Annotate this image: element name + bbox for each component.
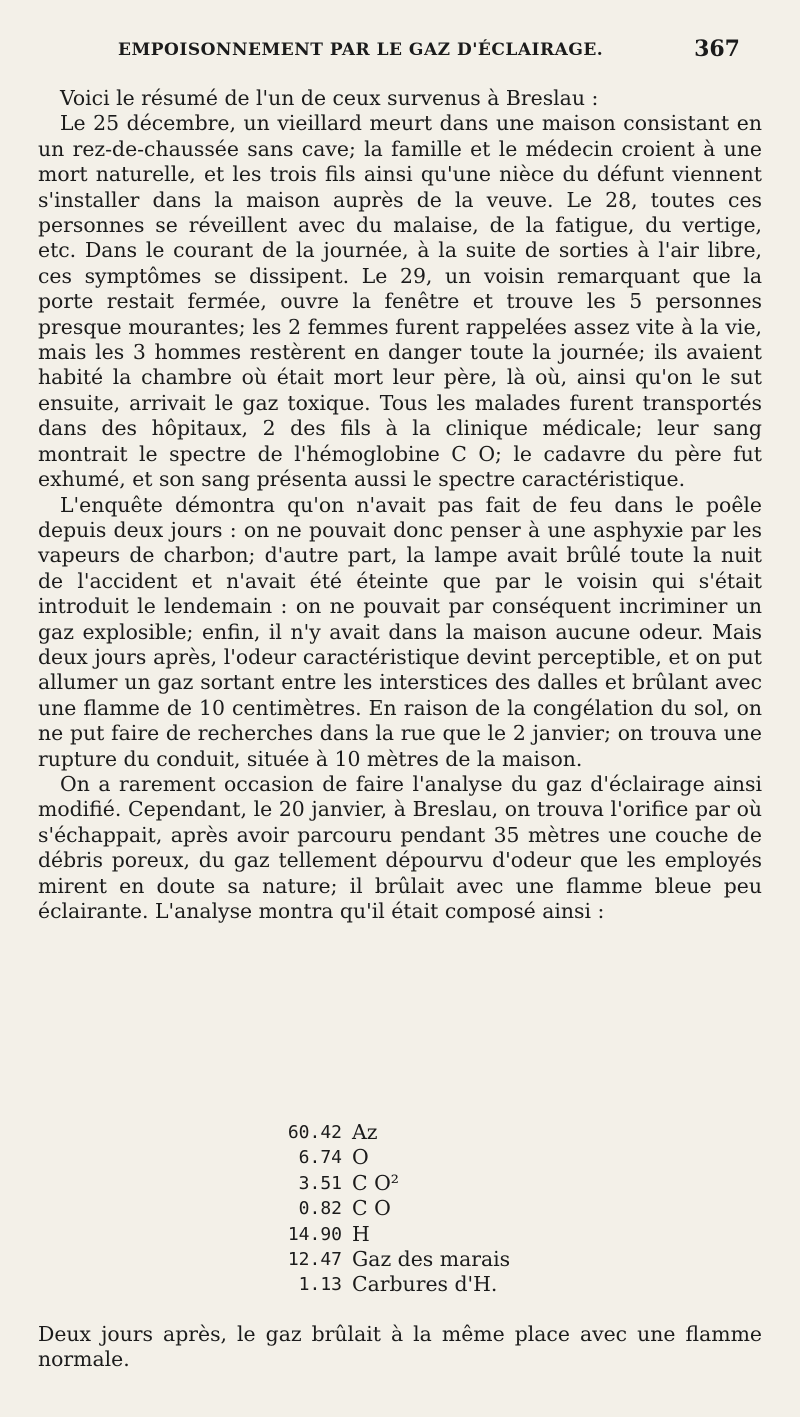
composition-label: Carbures d'H. — [352, 1272, 498, 1297]
composition-row — [270, 1222, 510, 1247]
gas-composition-table — [270, 1120, 510, 1298]
composition-value: 6.74 — [298, 1147, 342, 1169]
composition-row — [270, 1171, 510, 1196]
composition-value: 3.51 — [298, 1172, 342, 1194]
body-text — [38, 86, 762, 924]
composition-row — [270, 1272, 510, 1297]
composition-label: O — [352, 1145, 369, 1170]
composition-value: 1.13 — [298, 1274, 342, 1296]
composition-value: 14.90 — [287, 1223, 342, 1245]
composition-row — [270, 1120, 510, 1145]
composition-label: C O — [352, 1196, 391, 1221]
paragraph: Le 25 décembre, un vieillard meurt dans une maison consistant en un rez-de-chaussée sans cave; la famille et le médecin croient à une mort naturelle, et les trois fils ainsi qu'une nièce du défunt viennent s'installer dans la maison auprès de la veuve. Le 28, toutes ces personnes se réveillent avec du malaise, de la fatigue, du vertige, etc. Dans le courant de la journée, à la suite de sorties à l'air libre, ces symptômes se dissipent. Le 29, un voisin remarquant que la porte restait fermée, ouvre la fenêtre et trouve les 5 personnes presque mourantes; les 2 femmes furent rappelées assez vite à la vie, mais les 3 hommes restèrent en danger toute la journée; ils avaient habité la chambre où était mort leur père, là où, ainsi qu'on le sut ensuite, arrivait le gaz toxique. Tous les malades furent transportés dans des hôpitaux, 2 des fils à la clinique médicale; leur sang montrait le spectre de l'hémoglobine C O; le cadavre du père fut exhumé, et son sang présenta aussi le spectre caractéristique. — [38, 111, 762, 492]
running-title: EMPOISONNEMENT PAR LE GAZ D'ÉCLAIRAGE. — [118, 40, 604, 60]
paragraph: Voici le résumé de l'un de ceux survenus à Breslau : — [60, 86, 599, 110]
page-number: 367 — [694, 36, 740, 62]
composition-row — [270, 1145, 510, 1170]
running-header — [118, 36, 740, 74]
composition-row — [270, 1247, 510, 1272]
composition-label: Az — [352, 1120, 378, 1144]
composition-value: 0.82 — [298, 1198, 342, 1220]
composition-label: Gaz des marais — [352, 1246, 511, 1271]
closing-paragraph: Deux jours après, le gaz brûlait à la même place avec une flamme normale. — [38, 1322, 762, 1372]
paragraph: On a rarement occasion de faire l'analyse du gaz d'éclairage ainsi modifié. Cependant, le 20 janvier, à Breslau, on trouva l'orifice par où s'échappait, après avoir parcouru pendant 35 mètres une couche de débris poreux, du gaz tellement dépourvu d'odeur que les employés mirent en doute sa nature; il brûlait avec une flamme bleue peu éclairante. L'analyse montra qu'il était composé ainsi : — [38, 771, 762, 923]
composition-label: H — [352, 1221, 370, 1246]
paragraph: L'enquête démontra qu'on n'avait pas fait de feu dans le poêle depuis deux jours : on ne pouvait donc penser à une asphyxie par les vapeurs de charbon; d'autre part, la lampe avait brûlé toute la nuit de l'accident et n'avait été éteinte que par le voisin qui s'était introduit le lendemain : on ne pouvait par conséquent incriminer un gaz explosible; enfin, il n'y avait dans la maison aucune odeur. Mais deux jours après, l'odeur caractéristique devint perceptible, et on put allumer un gaz sortant entre les interstices des dalles et brûlant avec une flamme de 10 centimètres. En raison de la congélation du sol, on ne put faire de recherches dans la rue que le 2 janvier; on trouva une rupture du conduit, située à 10 mètres de la maison. — [38, 492, 762, 771]
composition-value: 12.47 — [287, 1248, 342, 1270]
composition-row — [270, 1196, 510, 1221]
composition-label: C O² — [352, 1170, 399, 1195]
composition-value: 60.42 — [287, 1122, 342, 1143]
